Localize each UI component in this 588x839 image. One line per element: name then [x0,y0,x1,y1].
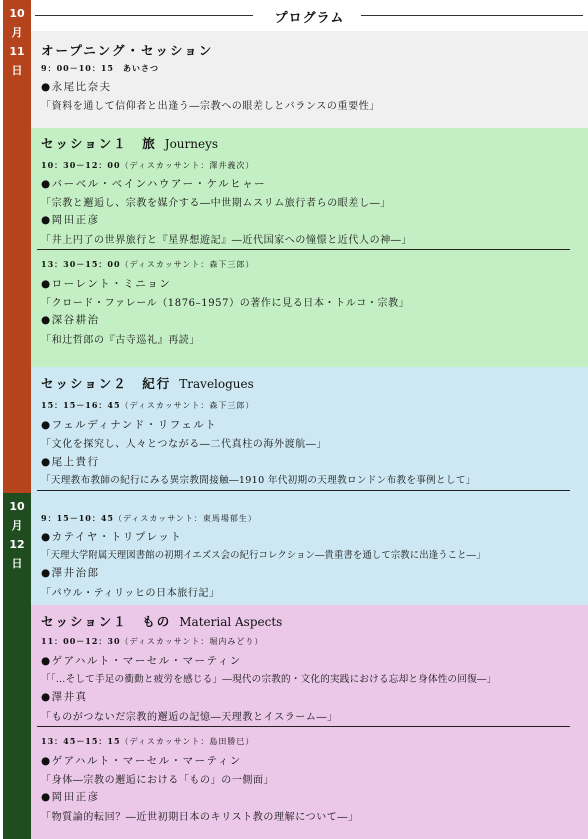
page-title: プログラム [274,11,345,26]
session-title-ja: セッション１ 旅 [41,136,157,151]
speaker-name: ●澤井真 [41,691,88,703]
session-time [41,160,254,171]
session-title [41,612,282,630]
talk-title: 「パウル・ティリッヒの日本旅行記」 [41,588,220,599]
speaker-name: ●澤井治郎 [41,567,100,579]
discussant: （ディスカッサント：森下三郎） [120,401,255,410]
speaker-name: ●カテイヤ・トリプレット [41,531,183,543]
time-range: 13：45－15：15 [41,736,121,746]
talk-title: 「「…そして手足の衝動と疲労を感じる」―現代の宗教的・文化的実践における忘却と身体性の回復―」 [41,674,497,685]
time-range: 10：30－12：00 [41,160,121,170]
talk-title: 「身体―宗教の邂逅における「もの」の一側面」 [41,775,275,786]
speaker-name: ●深谷耕治 [41,314,100,326]
discussant: （ディスカッサント：澤井義次） [120,161,255,170]
block-divider [37,249,570,250]
day-date-char: 日 [11,64,23,77]
session-title-en: Travelogues [179,377,254,391]
program-header [31,0,588,31]
talk-title: 「和辻哲郎の『古寺巡礼』再読」 [41,335,200,346]
talk-title: 「天理教布教師の紀行にみる異宗教間接触―1910 年代初期の天理教ロンドン布教を事例として」 [41,475,476,486]
talk-title: 「宗教と邂逅し、宗教を媒介する―中世期ムスリム旅行者らの眼差し―」 [41,198,391,209]
session-title: オープニング・セッション [41,43,214,58]
day-date-number: 11 [9,45,25,58]
talk-title: 「物質論的転回？―近世初期日本のキリスト教の理解について―」 [41,812,359,823]
day-month-number: 10 [9,500,25,513]
speaker-name: ●バーベル・ベインハウアー・ケルヒャー [41,178,267,190]
session-time [41,736,254,747]
session-title-en: Journeys [164,137,219,151]
session-title-ja: セッション２ 紀行 [41,376,172,391]
speaker-name: ●岡田正彦 [41,214,100,226]
day-label-oct-11 [3,0,31,493]
block-divider [37,490,570,491]
session-material-aspects [31,605,588,839]
talk-title: 「ものがつないだ宗教的邂逅の記憶―天理教とイスラーム―」 [41,712,338,723]
speaker-name: ●尾上貴行 [41,456,100,468]
speaker-name: ●永尾比奈夫 [41,81,112,93]
day-month-number: 10 [9,7,25,20]
speaker-name: ●ゲアハルト・マーセル・マーティン [41,755,242,767]
session-time [41,400,254,411]
talk-title: 「天理大学附属天理図書館の初期イエズス会の紀行コレクション―貴重書を通して宗教に出逢うこと―」 [41,550,486,561]
day-label-oct-12 [3,493,31,839]
time-range: 13：30－15：00 [41,259,121,269]
day-date-number: 12 [9,538,25,551]
session-time: 9：00－10：15 あいさつ [41,63,159,73]
session-travelogues [31,367,588,605]
session-title [41,134,218,152]
talk-title: 「クロード・ファレール（1876–1957）の著作に見る日本・トルコ・宗教」 [41,298,410,309]
discussant: （ディスカッサント：森下三郎） [120,260,255,269]
talk-title: 「資料を通して信仰者と出逢う―宗教への眼差しとバランスの重要性」 [41,101,380,112]
session-title [41,374,254,392]
day-month-char: 月 [11,26,23,39]
session-time [41,636,263,647]
session-journeys [31,128,588,367]
session-title-ja: セッション１ もの [41,614,172,629]
discussant: （ディスカッサント：島田勝巳） [120,737,255,746]
time-range: 11：00－12：30 [41,636,121,646]
time-range: 15：15－16：45 [41,400,121,410]
talk-title: 「文化を探究し、人々とつながる―二代真柱の海外渡航―」 [41,439,327,450]
session-time [41,259,254,270]
speaker-name: ●ローレント・ミニョン [41,278,172,290]
day-month-char: 月 [11,519,23,532]
day-date-char: 日 [11,557,23,570]
header-rule-right [361,15,583,16]
session-time [41,513,257,524]
block-divider [37,726,570,727]
speaker-name: ●ゲアハルト・マーセル・マーティン [41,655,242,667]
time-range: 9：15－10：45 [41,513,114,523]
discussant: （ディスカッサント：堀内みどり） [120,637,264,646]
opening-session [31,31,588,128]
discussant: （ディスカッサント：東馬場郁生） [113,514,257,523]
talk-title: 「井上円了の世界旅行と『星界想遊記』―近代国家への憧憬と近代人の神―」 [41,235,412,246]
speaker-name: ●フェルディナンド・リフェルト [41,419,218,431]
session-title-en: Material Aspects [179,615,283,629]
speaker-name: ●岡田正彦 [41,791,100,803]
